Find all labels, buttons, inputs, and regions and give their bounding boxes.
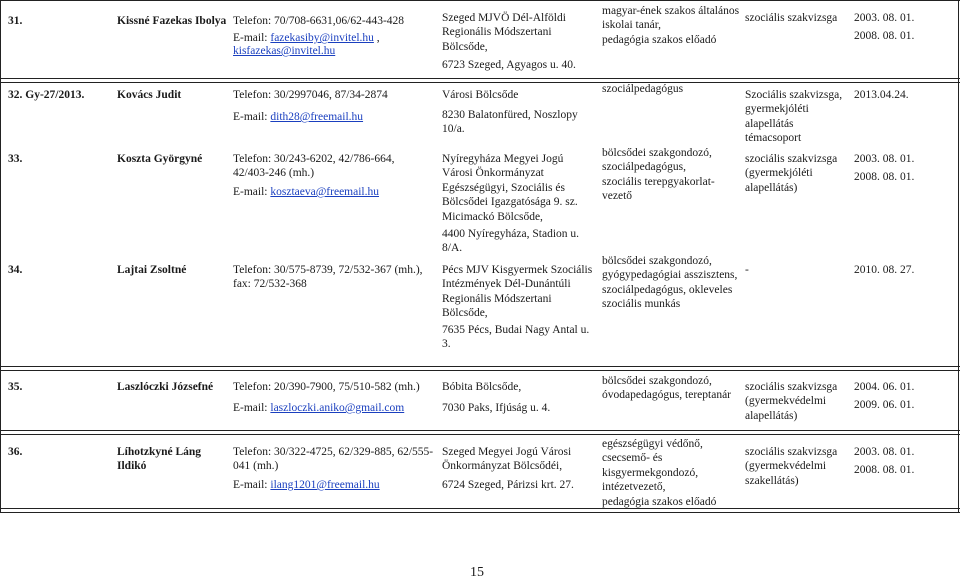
qual-line: pedagógia szakos előadó [602, 33, 717, 46]
address-line: 8/A. [442, 242, 463, 255]
table-right-border [958, 0, 959, 512]
exam-line: alapellátás) [745, 181, 798, 194]
exam-line: szociális szakvizsga [745, 446, 838, 458]
person-name: Koszta Györgyné [117, 153, 203, 165]
row-number: 35. [8, 381, 23, 393]
organization: Bóbita Bölcsőde, [442, 381, 522, 393]
org-line: Szeged Megyei Jogú Városi [442, 446, 572, 458]
qual-line: kisgyermekgondozó, [602, 466, 699, 479]
organization: Városi Bölcsőde [442, 89, 519, 101]
email-label: E-mail: [233, 32, 268, 44]
exam-line: szociális szakvizsga [745, 153, 838, 165]
exam [745, 88, 842, 146]
date: 2008. 08. 01. [854, 464, 915, 477]
date: 2008. 08. 01. [854, 171, 915, 184]
dates: 2010. 08. 27. [854, 264, 915, 276]
org-line: Regionális Módszertani [442, 292, 552, 305]
email-link[interactable]: fazekasiby@invitel.hu [270, 32, 374, 44]
email-link[interactable]: laszloczki.aniko@gmail.com [270, 402, 405, 414]
phone-line: Telefon: 30/322-4725, 62/329-885, 62/555- [233, 446, 434, 458]
qual-line: szociális munkás [602, 298, 681, 311]
row-divider [0, 370, 960, 371]
row-number: 31. [8, 15, 23, 27]
exam-line: (gyermekvédelmi [745, 395, 827, 408]
date: 2008. 08. 01. [854, 30, 915, 43]
row-number: 33. [8, 153, 23, 165]
phone-line: 42/403-246 (mh.) [233, 167, 315, 180]
date: 2004. 06. 01. [854, 381, 915, 393]
email-label: E-mail: [233, 479, 268, 491]
address-line: 10/a. [442, 123, 465, 136]
address [442, 108, 578, 137]
person-name: Kovács Judit [117, 89, 182, 101]
address [442, 323, 589, 352]
org-line: Regionális Módszertani [442, 26, 552, 39]
table-left-border [0, 0, 1, 512]
email-link[interactable]: kosztaeva@freemail.hu [270, 186, 379, 198]
org-line: Micimackó Bölcsőde, [442, 210, 543, 223]
row-divider [0, 508, 960, 509]
org-line: Egészségügyi, Szociális és [442, 181, 565, 194]
exam [745, 152, 837, 195]
email-link[interactable]: dith28@freemail.hu [270, 111, 364, 123]
row-divider [0, 78, 960, 79]
row-divider [0, 82, 960, 83]
row-number: 36. [8, 446, 23, 458]
org-line: Nyíregyháza Megyei Jogú [442, 153, 564, 165]
qual-line: gyógypedagógiai asszisztens, [602, 269, 738, 282]
address: 6724 Szeged, Párizsi krt. 27. [442, 479, 574, 491]
exam-line: gyermekjóléti [745, 103, 809, 116]
address-line: 8230 Balatonfüred, Noszlopy [442, 109, 578, 121]
row-divider [0, 430, 960, 431]
qual-line: szociálpedagógus, okleveles [602, 283, 733, 296]
qual-line: bölcsődei szakgondozó, [602, 375, 712, 387]
phone [233, 445, 433, 474]
address-line: 3. [442, 338, 451, 351]
email-line [233, 478, 380, 492]
qual-line: vezető [602, 190, 633, 203]
phone-line: Telefon: 30/243-6202, 42/786-664, [233, 153, 395, 165]
address-line: 4400 Nyíregyháza, Stadion u. [442, 228, 580, 240]
organization [442, 445, 571, 474]
row-number: 32. Gy-27/2013. [8, 89, 85, 101]
phone [233, 152, 394, 181]
org-line: Pécs MJV Kisgyermek Szociális [442, 264, 593, 276]
date: 2003. 08. 01. [854, 12, 915, 24]
exam [745, 445, 837, 488]
row-divider [0, 512, 960, 513]
email-line [233, 110, 363, 124]
qualifications [602, 254, 737, 312]
exam: szociális szakvizsga [745, 12, 838, 24]
phone [233, 263, 423, 292]
qual-line: bölcsődei szakgondozó, [602, 147, 712, 159]
qualifications [602, 146, 715, 204]
email-line [233, 401, 404, 415]
email-label: E-mail: [233, 111, 268, 123]
exam [745, 380, 837, 423]
exam-line: Szociális szakvizsga, [745, 89, 843, 101]
qual-line: szociális terepgyakorlat- [602, 175, 715, 188]
exam-line: alapellátás [745, 117, 794, 130]
phone-line: Telefon: 30/575-8739, 72/532-367 (mh.), [233, 264, 423, 276]
qual-line: iskolai tanár, [602, 19, 661, 32]
organization [442, 11, 566, 54]
qual-line: pedagógia szakos előadó [602, 495, 717, 508]
date: 2003. 08. 01. [854, 446, 915, 458]
qualifications [602, 4, 739, 47]
email-line [233, 185, 379, 199]
org-line: Szeged MJVÖ Dél-Alföldi [442, 12, 566, 24]
exam: - [745, 264, 749, 276]
org-line: Intézmények Dél-Dunántúli [442, 278, 571, 291]
qualifications: szociálpedagógus [602, 83, 684, 95]
exam-line: témacsoport [745, 132, 802, 145]
row-number: 34. [8, 264, 23, 276]
qual-line: intézetvezető, [602, 481, 666, 494]
qual-line: csecsemő- és [602, 452, 663, 465]
person-name: Lajtai Zsoltné [117, 264, 187, 276]
dates [854, 380, 914, 413]
phone: Telefon: 20/390-7900, 75/510-582 (mh.) [233, 381, 420, 393]
email-link[interactable]: kisfazekas@invitel.hu [233, 45, 336, 57]
email-label: E-mail: [233, 402, 268, 414]
exam-line: (gyermekjóléti [745, 167, 813, 180]
organization [442, 263, 592, 321]
name-line: Ildikó [117, 460, 147, 473]
exam-line: szociális szakvizsga [745, 381, 838, 393]
email-separator: , [373, 32, 380, 44]
exam-line: szakellátás) [745, 474, 799, 487]
person-name: Kissné Fazekas Ibolya [117, 15, 227, 27]
address: 7030 Paks, Ifjúság u. 4. [442, 402, 551, 414]
row-divider [0, 366, 960, 367]
qual-line: szociálpedagógus, [602, 161, 686, 174]
address [442, 227, 579, 256]
date: 2009. 06. 01. [854, 399, 915, 412]
qual-line: bölcsődei szakgondozó, [602, 255, 712, 267]
dates [854, 11, 914, 44]
dates [854, 445, 914, 478]
qual-line: magyar-ének szakos általános [602, 5, 740, 17]
org-line: Bölcsőde, [442, 307, 488, 320]
phone-line: 041 (mh.) [233, 460, 279, 473]
dates [854, 152, 914, 185]
phone: Telefon: 70/708-6631,06/62-443-428 [233, 15, 405, 27]
name-line: Líhotzkyné Láng [117, 446, 202, 458]
date: 2003. 08. 01. [854, 153, 915, 165]
row-divider [0, 434, 960, 435]
address-line: 7635 Pécs, Budai Nagy Antal u. [442, 324, 590, 336]
page-number: 15 [470, 565, 484, 580]
email-label: E-mail: [233, 186, 268, 198]
row-divider [0, 0, 960, 1]
person-name [117, 445, 201, 474]
phone: Telefon: 30/2997046, 87/34-2874 [233, 89, 388, 101]
org-line: Városi Önkormányzat [442, 167, 544, 180]
person-name: Laszlóczki Józsefné [117, 381, 214, 393]
qualifications [602, 437, 716, 509]
org-line: Bölcsőde, [442, 40, 488, 53]
address: 6723 Szeged, Agyagos u. 40. [442, 59, 576, 71]
qual-line: óvodapedagógus, tereptanár [602, 389, 732, 402]
qualifications [602, 374, 731, 403]
org-line: Bölcsődei Igazgatósága 9. sz. [442, 196, 578, 209]
phone-line: fax: 72/532-368 [233, 278, 307, 291]
email-link[interactable]: ilang1201@freemail.hu [270, 479, 380, 491]
exam-line: alapellátás) [745, 409, 798, 422]
organization [442, 152, 578, 224]
dates: 2013.04.24. [854, 89, 909, 101]
qual-line: egészségügyi védőnő, [602, 438, 703, 450]
org-line: Önkormányzat Bölcsődéi, [442, 460, 563, 473]
exam-line: (gyermekvédelmi [745, 460, 827, 473]
